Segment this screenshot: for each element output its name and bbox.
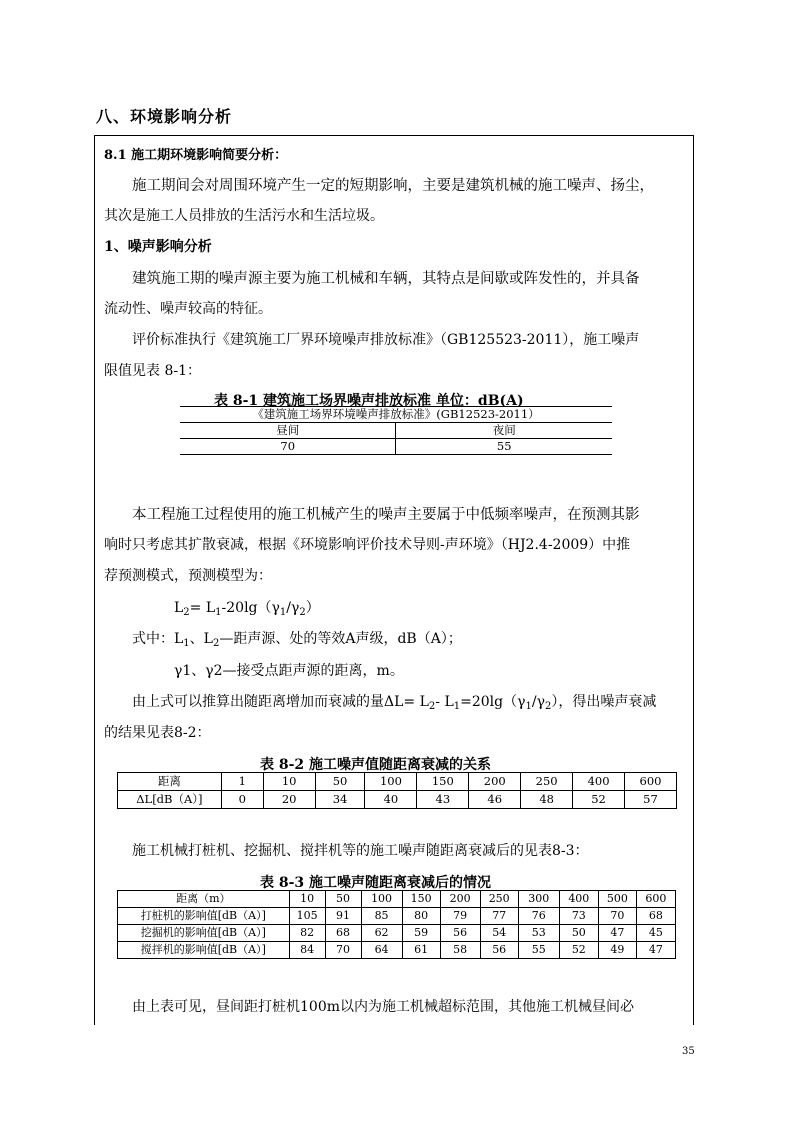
table-8-3-cell: 搅拌机的影响值[dB（A）] xyxy=(118,942,290,959)
formula-part: = L xyxy=(189,600,216,616)
table-8-3-cell: 80 xyxy=(402,908,440,925)
table-8-3-cell: 70 xyxy=(598,908,636,925)
table-8-3-cell: 300 xyxy=(518,891,559,908)
derive-part: 由上式可以推算出随距离增加而衰减的量ΔL= L xyxy=(132,694,429,710)
table-8-3-cell: 70 xyxy=(325,942,361,959)
table-8-2-cell: ΔL[dB（A）] xyxy=(118,791,222,809)
table-8-3-cell: 50 xyxy=(325,891,361,908)
table-8-3-cell: 250 xyxy=(480,891,518,908)
model-line-2: 响时只考虑其扩散衰减，根据《环境影响评价技术导则-声环境》（HJ2.4-2009）中推 xyxy=(104,537,631,553)
formula-sub: 1 xyxy=(215,607,222,618)
model-line-3: 荐预测模式，预测模型为： xyxy=(104,568,272,584)
where-line-1 xyxy=(132,628,462,649)
derive-sub: 1 xyxy=(525,701,532,712)
table-8-3-cell: 79 xyxy=(440,908,480,925)
derive-part: ），得出噪声衰减 xyxy=(551,694,657,710)
model-line-1: 本工程施工过程使用的施工机械产生的噪声主要属于中低频率噪声，在预测其影 xyxy=(132,507,640,523)
noise-line-2: 流动性、噪声较高的特征。 xyxy=(104,301,272,317)
table-8-3-cell: 62 xyxy=(361,925,402,942)
table-8-1-col-night: 夜间 xyxy=(396,423,612,439)
table-8-2-cell: 57 xyxy=(625,791,677,809)
table-8-3-cell: 打桩机的影响值[dB（A）] xyxy=(118,908,290,925)
table-8-2-cell: 距离 xyxy=(118,773,222,791)
table-8-2-cell: 50 xyxy=(315,773,365,791)
table-8-3-cell: 200 xyxy=(440,891,480,908)
table-8-2-cell: 34 xyxy=(315,791,365,809)
table-8-2-cell: 150 xyxy=(417,773,469,791)
where-line-2: γ1、γ2—接受点距声源的距离，m。 xyxy=(174,663,404,679)
table-8-3-cell: 47 xyxy=(636,942,675,959)
table-8-3-cell: 距离（m） xyxy=(118,891,290,908)
table-8-3-cell: 150 xyxy=(402,891,440,908)
standard-line-2: 限值见表 8-1： xyxy=(104,363,201,379)
table-8-3-cell: 73 xyxy=(559,908,598,925)
table-8-2-cell: 10 xyxy=(263,773,315,791)
intro-line-2: 其次是施工人员排放的生活污水和生活垃圾。 xyxy=(104,208,384,224)
table-8-3-cell: 54 xyxy=(480,925,518,942)
table-8-2-cell: 250 xyxy=(521,773,573,791)
table-8-3-cell: 84 xyxy=(289,942,325,959)
table-8-3-cell: 49 xyxy=(598,942,636,959)
noise-heading: 1、噪声影响分析 xyxy=(104,239,212,255)
formula-sub: 1 xyxy=(279,607,287,618)
table-8-2-cell: 200 xyxy=(469,773,521,791)
formula-part: /γ xyxy=(286,600,300,616)
intro-line-1: 施工期间会对周围环境产生一定的短期影响，主要是建筑机械的施工噪声、扬尘， xyxy=(132,178,654,194)
table-8-2-cell: 48 xyxy=(521,791,573,809)
table-8-3-cell: 47 xyxy=(598,925,636,942)
table-8-2-caption: 表 8-2 施工噪声值随距离衰减的关系 xyxy=(260,757,492,773)
table-8-3-cell: 61 xyxy=(402,942,440,959)
table-8-3-cell: 105 xyxy=(289,908,325,925)
table-8-2-cell: 600 xyxy=(625,773,677,791)
table-8-3-cell: 56 xyxy=(440,925,480,942)
table-8-1-header: 《建筑施工场界环境噪声排放标准》(GB12523-2011） xyxy=(180,407,612,423)
chapter-title: 八、环境影响分析 xyxy=(96,107,233,126)
table-8-3-cell: 10 xyxy=(289,891,325,908)
table-8-1 xyxy=(180,406,612,455)
table-8-3-cell: 85 xyxy=(361,908,402,925)
where-part: 、L xyxy=(189,631,213,647)
table-8-2-cell: 1 xyxy=(221,773,263,791)
derive-line-2: 的结果见表8-2： xyxy=(104,725,211,741)
table-8-1-val-day: 70 xyxy=(180,439,396,455)
formula-sub: 2 xyxy=(299,607,306,618)
derive-sub: 2 xyxy=(428,701,436,712)
noise-line-1: 建筑施工期的噪声源主要为施工机械和车辆，其特点是间歇或阵发性的，并具备 xyxy=(132,271,640,287)
table-8-3-cell: 600 xyxy=(636,891,675,908)
derive-line-1 xyxy=(132,691,656,712)
formula xyxy=(174,597,320,618)
table-8-2-cell: 52 xyxy=(573,791,625,809)
table-8-3-caption: 表 8-3 施工噪声随距离衰减后的情况 xyxy=(260,875,492,891)
table-8-3-cell: 82 xyxy=(289,925,325,942)
where-part: 式中：L xyxy=(132,631,184,647)
table-8-2 xyxy=(117,772,677,809)
table-8-2-cell: 46 xyxy=(469,791,521,809)
derive-part: - L xyxy=(435,694,454,710)
table-8-3-cell: 91 xyxy=(325,908,361,925)
table-8-3-cell: 400 xyxy=(559,891,598,908)
table-8-2-cell: 43 xyxy=(417,791,469,809)
section-title: 8.1 施工期环境影响简要分析： xyxy=(104,148,288,163)
machine-line: 施工机械打桩机、挖掘机、搅拌机等的施工噪声随距离衰减后的见表8-3： xyxy=(132,843,589,859)
table-8-3-cell: 68 xyxy=(325,925,361,942)
table-8-3-cell: 50 xyxy=(559,925,598,942)
table-8-3-cell: 77 xyxy=(480,908,518,925)
table-8-2-cell: 400 xyxy=(573,773,625,791)
table-8-3-cell: 68 xyxy=(636,908,675,925)
table-8-3 xyxy=(117,890,676,959)
table-8-2-cell: 100 xyxy=(365,773,417,791)
where-part: —距声源、处的等效A声级，dB（A）； xyxy=(219,631,462,647)
derive-sub: 2 xyxy=(544,701,552,712)
table-8-1-col-day: 昼间 xyxy=(180,423,396,439)
conclusion-line: 由上表可见，昼间距打桩机100m以内为施工机械超标范围，其他施工机械昼间必 xyxy=(132,999,634,1015)
table-8-3-cell: 58 xyxy=(440,942,480,959)
where-sub: 2 xyxy=(212,638,220,649)
table-8-3-cell: 55 xyxy=(518,942,559,959)
table-8-3-cell: 56 xyxy=(480,942,518,959)
table-8-3-cell: 100 xyxy=(361,891,402,908)
derive-part: /γ xyxy=(531,694,545,710)
table-8-3-cell: 53 xyxy=(518,925,559,942)
table-8-3-cell: 59 xyxy=(402,925,440,942)
formula-part: ） xyxy=(305,600,320,616)
table-8-1-val-night: 55 xyxy=(396,439,612,455)
page-number: 35 xyxy=(682,1046,695,1057)
table-8-2-cell: 0 xyxy=(221,791,263,809)
formula-sub: 2 xyxy=(183,607,190,618)
formula-part: -20lg（γ xyxy=(221,600,280,616)
formula-part: L xyxy=(174,600,184,616)
derive-sub: 1 xyxy=(453,701,461,712)
table-8-3-cell: 64 xyxy=(361,942,402,959)
table-8-3-cell: 52 xyxy=(559,942,598,959)
table-8-3-cell: 挖掘机的影响值[dB（A）] xyxy=(118,925,290,942)
table-8-2-cell: 20 xyxy=(263,791,315,809)
table-8-2-cell: 40 xyxy=(365,791,417,809)
table-8-3-cell: 500 xyxy=(598,891,636,908)
table-8-3-cell: 45 xyxy=(636,925,675,942)
table-8-3-cell: 76 xyxy=(518,908,559,925)
table-8-1-caption: 表 8-1 建筑施工场界噪声排放标准 单位：dB(A) xyxy=(214,393,524,409)
derive-part: =20lg（γ xyxy=(460,694,526,710)
standard-line-1: 评价标准执行《建筑施工厂界环境噪声排放标准》（GB125523-2011），施工噪声 xyxy=(132,332,640,348)
where-sub: 1 xyxy=(183,638,190,649)
